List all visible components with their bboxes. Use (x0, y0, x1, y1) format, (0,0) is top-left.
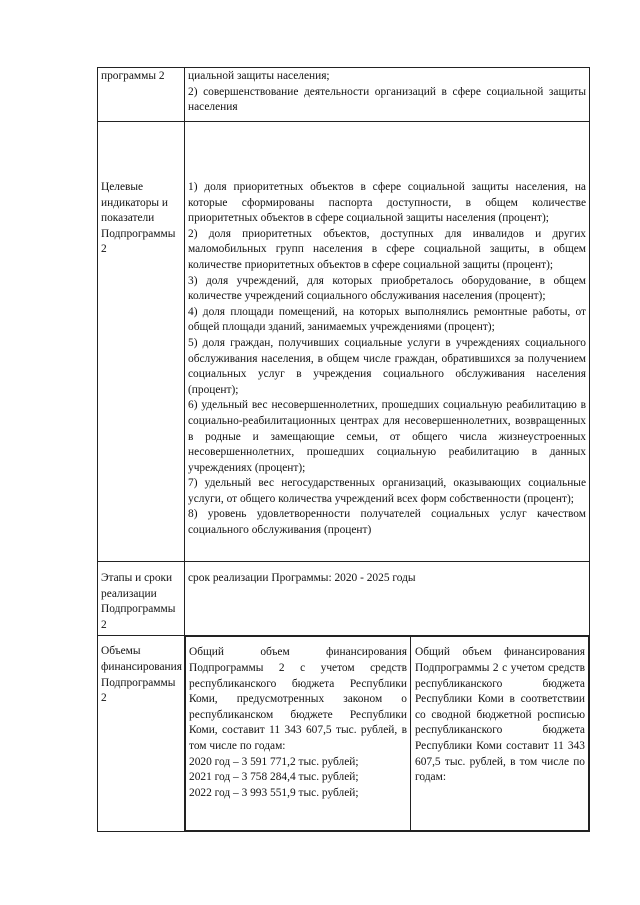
row-content (185, 68, 590, 122)
funding-right-column (411, 637, 589, 831)
row-label: Целевые индикаторы и показатели Подпрограммы 2 (98, 122, 185, 562)
funding-year-line: 2021 год – 3 758 284,4 тыс. рублей; (189, 771, 359, 784)
indicator-item: 5) доля граждан, получивших социальные услуги в учреждениях социального обслуживания населения, в общем числе граждан, обратившихся за получением социальных услуг в учреждения социального обслуживания населения (процент); (188, 336, 586, 396)
table-row-indicators (98, 122, 590, 562)
table-row-funding (98, 636, 590, 832)
subprogram-passport-table (97, 67, 590, 832)
content-line: циальной защиты населения; (188, 70, 330, 82)
row-content (185, 122, 590, 562)
funding-year-line: 2020 год – 3 591 771,2 тыс. рублей; (189, 755, 359, 768)
indicator-item: 2) доля приоритетных объектов, доступных для инвалидов и других маломобильных групп населения в сфере социальной защиты, в общем количестве приоритетных объектов в сфере социальной защиты (процент); (188, 227, 586, 271)
row-label: программы 2 (98, 68, 185, 122)
indicator-item: 6) удельный вес несовершеннолетних, прошедших социальную реабилитацию в социально-реабилитационных центрах для несовершеннолетних, возвращенных в родные и замещающие семьи, от общего числа жизнеустроенных несовершеннолетних, прошедших социальную реабилитацию в данных учреждениях (процент); (188, 399, 586, 474)
row-label: Этапы и сроки реализации Подпрограммы 2 (98, 562, 185, 636)
indicator-item: 4) доля площади помещений, на которых выполнялись ремонтные работы, от общей площади зданий, занимаемых учреждениями (процент); (188, 305, 586, 334)
indicator-item: 3) доля учреждений, для которых приобреталось оборудование, в общем количестве учреждений социального обслуживания населения (процент); (188, 274, 586, 303)
indicator-item: 8) уровень удовлетворенности получателей социальных услуг качеством социального обслуживания (процент) (188, 508, 586, 537)
funding-year-line: 2022 год – 3 993 551,9 тыс. рублей; (189, 786, 359, 799)
funding-right-intro: Общий объем финансирования Подпрограммы 2 с учетом средств республиканского бюджета Республики Коми в соответствии со сводной бюджетной росписью республиканского бюджета Республики Коми составит 11 343 607,5 тыс. рублей, в том числе по годам: (415, 646, 585, 784)
funding-split-cell (185, 636, 590, 832)
funding-left-column (186, 637, 411, 831)
row-label: Объемы финансирования Подпрограммы 2 (98, 636, 185, 832)
funding-subtable (185, 636, 589, 831)
indicator-item: 7) удельный вес негосударственных организаций, оказывающих социальные услуги, от общего количества учреждений всех форм собственности (процент); (188, 477, 586, 505)
row-content (185, 562, 590, 636)
table-row-stages (98, 562, 590, 636)
funding-left-intro: Общий объем финансирования Подпрограммы 2 с учетом средств республиканского бюджета Республики Коми, предусмотренных законом о республиканском бюджете Республики Коми, составит 11 343 607,5 тыс. рублей, в том числе по годам: (189, 646, 407, 752)
table-row-goals (98, 68, 590, 122)
content-line: срок реализации Программы: 2020 - 2025 годы (188, 572, 416, 584)
content-line: 2) совершенствование деятельности организаций в сфере социальной защиты населения (188, 85, 586, 114)
indicator-item: 1) доля приоритетных объектов в сфере социальной защиты населения, на которые сформированы паспорта доступности, в общем количестве приоритетных объектов в сфере социальной защиты населения (процент); (188, 181, 586, 225)
